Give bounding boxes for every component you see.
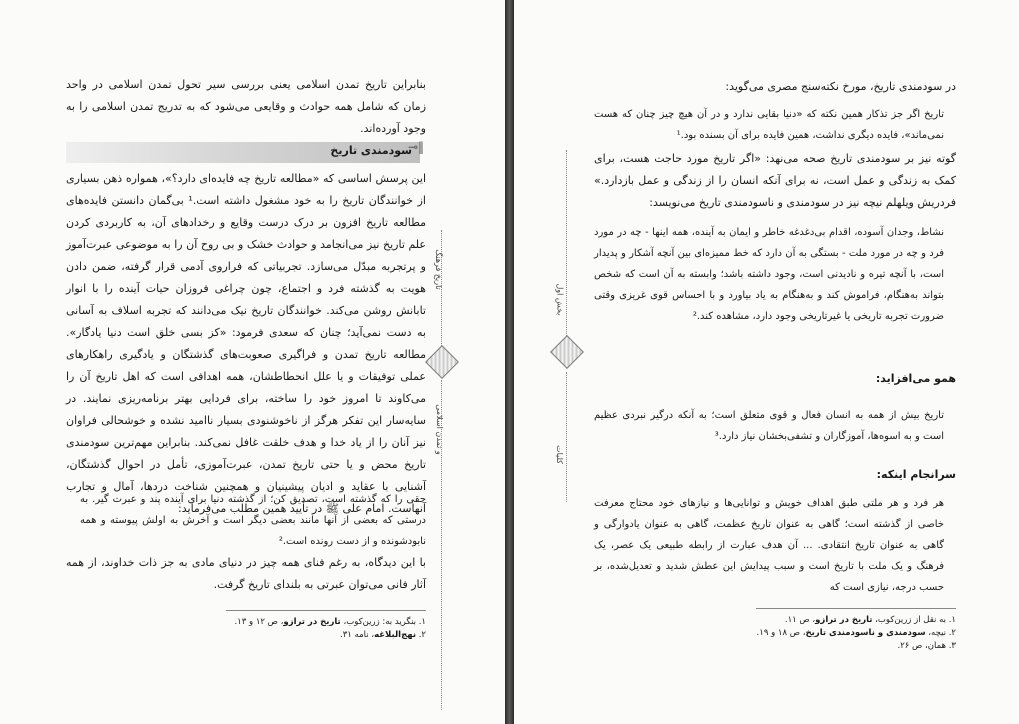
- nietzsche-quote-1: نشاط، وجدان آسوده، اقدام بی‌دغدغه خاطر و ایمان به آینده، همه اینها - چه در مورد فرد و چه در مورد ملت - بستگی به آن دارد که خط ممیزه‌ای بین آنچه آشکار و پدیدار است، با آنچه تیره و نادیدنی است، وجود داشته باشد؛ وابسته به آن است که شخص بتواند به‌هنگام، فراموش کند و به‌هنگام به یاد بیاورد و با احساس قوی غریزی وقتی ضرورت تجربه تاریخی یا غیرتاریخی وجود دارد، مشاهده کند.²: [594, 227, 944, 322]
- right-footnotes: [696, 614, 956, 653]
- nietzsche-quote-3: هر فرد و هر ملتی طبق اهداف خویش و توانایی‌ها و نیازهای خود محتاج معرفت خاصی از گذشته است؛ گاهی به عنوان تاریخ عظمت، گاهی به عنوان یادوارگی و گاهی به عنوان تاریخ انتقادی. ... آن هدف عبارت از رابطه طبیعی یک عصر، یک فرهنگ و یک ملت با تاریخ است و سبب پیدایش این عطش شدید و تعدیل‌شده، بر حسب درجه، نیازی است که: [594, 498, 944, 593]
- section-heading-bar: [66, 142, 420, 163]
- nietzsche-quote-2: تاریخ بیش از همه به انسان فعال و قوی متعلق است؛ به آنکه درگیر نبردی عظیم است و به اسوه‌ها، آموزگاران و تشفی‌بخشان نیاز دارد.³: [594, 410, 944, 442]
- right-footnote-rule: [756, 608, 956, 609]
- left-footnote-2: ۲. نهج‌البلاغه، نامه ۳۱.: [340, 630, 426, 640]
- right-margin-line-top: [566, 150, 567, 350]
- section-heading: سودمندی تاریخ: [330, 144, 412, 157]
- heading-ornament-icon: ⊸‖: [408, 140, 425, 154]
- subheading-adds: همو می‌افزاید:: [875, 372, 956, 385]
- left-footnotes: [176, 616, 426, 642]
- right-page: [514, 0, 1019, 724]
- goethe-paragraph: گوته نیز بر سودمندی تاریخ صحه می‌نهد: «اگر تاریخ مورد حاجت هست، برای کمک به زندگی و عمل است، نه برای آنکه انسان را از زندگی و عمل بازدارد.» فردریش ویلهلم نیچه نیز در سودمندی و ناسودمندی تاریخ می‌نویسد:: [594, 152, 956, 209]
- left-footnote-rule: [226, 610, 426, 611]
- left-intro-paragraph: بنابراین تاریخ تمدن اسلامی یعنی بررسی سیر تحول تمدن اسلامی در واحد زمان که شامل همه حوادث و وقایعی می‌شود که به تدریج تمدن اسلامی را به وجود آورده‌اند.: [66, 78, 426, 135]
- right-footnote-1: ۱. به نقل از زرین‌کوب، تاریخ در ترازو، ص ۱۱.: [784, 615, 956, 625]
- imam-ali-quote: حقی را که گذشته است، تصدیق کن؛ از گذشته دنیا برای آینده پند و عبرت گیر. به درستی که بعضی از آنها مانند بعضی دیگر است و آخرش به اولش پیوسته و همه نابودشونده و از دست رونده است.²: [80, 494, 426, 547]
- left-margin-label-bottom: و تمدن اسلامی: [434, 404, 444, 455]
- right-footnote-3: ۳. همان، ص ۲۶.: [897, 641, 956, 651]
- left-closing-paragraph: با این دیدگاه، به رغم فنای همه چیز در دنیای مادی به جز ذات خداوند، از همه آثار فانی می‌توان عبرتی به بلندای تاریخ گرفت.: [66, 556, 426, 591]
- left-footnote-1: ۱. بنگرید به: زرین‌کوب، تاریخ در ترازو، ص ۱۲ و ۱۳.: [234, 617, 426, 627]
- left-margin-diamond-ornament: [425, 345, 459, 379]
- right-margin-line-bottom: [566, 372, 567, 502]
- egyptian-historian-quote: تاریخ اگر جز تذکار همین نکته که «دنیا بقایی ندارد و در آن هیچ چیز چنان که هست نمی‌ماند»، فایده دیگری نداشت، همین فایده برای آن بسنده بود.¹: [594, 109, 944, 141]
- right-margin-label-bottom: کلیات: [554, 445, 564, 464]
- right-footnote-2: ۲. نیچه، سودمندی و ناسودمندی تاریخ، ص ۱۸ و ۱۹.: [756, 628, 956, 638]
- right-margin-diamond-ornament: [550, 335, 584, 369]
- left-page: [0, 0, 505, 724]
- right-margin-label-top: بخش اول: [555, 283, 565, 316]
- left-margin-label-top: تاریخ فرهنگ: [433, 249, 443, 290]
- left-body-paragraph: این پرسش اساسی که «مطالعه تاریخ چه فایده‌ای دارد؟»، همواره ذهن بسیاری از خوانندگان تاریخ را به خود مشغول داشته است.¹ بی‌گمان دانستن فایده‌های مطالعه تاریخ افزون بر درک درست وقایع و رخدادهای آن، به کاربردی کردن علم تاریخ نیز می‌انجامد و حوادث خشک و بی روح آن را به موضوعی عبرت‌آموز و پرتجربه مبدّل می‌سازد. تجربیاتی که فراروی آدمی قرار گرفته، ضمن دادن هویت به گذشته فرد و اجتماع، چون چراغی فروزان حیات آینده را با انوار تابانش روشن می‌کند. خوانندگان تاریخ نیک می‌دانند که تجربه اسلاف به آسانی به دست نمی‌آید؛ چنان که سعدی فرمود: «کز بسی خلق است دنیا یادگار». مطالعه تاریخ تمدن و فراگیری صعوبت‌های گذشتگان و یادگیری راهکارهای عملی توفیقات و یا علل انحطاطشان، همه اهدافی است که اهل تاریخ آن را می‌کاوند تا امروز خود را ساخته، برای فردایی بهتر برنامه‌ریزی نمایند. در سایه‌سار این تفکر هرگز از ناخوشنودی بسیار ناامید نشده و خوشحالی فراوان نیز آنان را از یاد خدا و هدف خلقت غافل نمی‌کند. بنابراین مهم‌ترین سودمندی تاریخ محض و یا حتی تاریخ تمدن، عبرت‌آموزی، تأمل در احوال گذشتگان، آشنایی با عقاید و ادیان پیشینیان و همچنین شناخت دردها، آمال و تجارب آنهاست. امام علی ﷺ در تأیید همین مطلب می‌فرماید:: [66, 172, 426, 515]
- subheading-finally: سرانجام اینکه:: [876, 468, 956, 481]
- book-gutter: [505, 0, 514, 724]
- right-intro-line: در سودمندی تاریخ، مورخ نکته‌سنج مصری می‌گوید:: [725, 80, 956, 93]
